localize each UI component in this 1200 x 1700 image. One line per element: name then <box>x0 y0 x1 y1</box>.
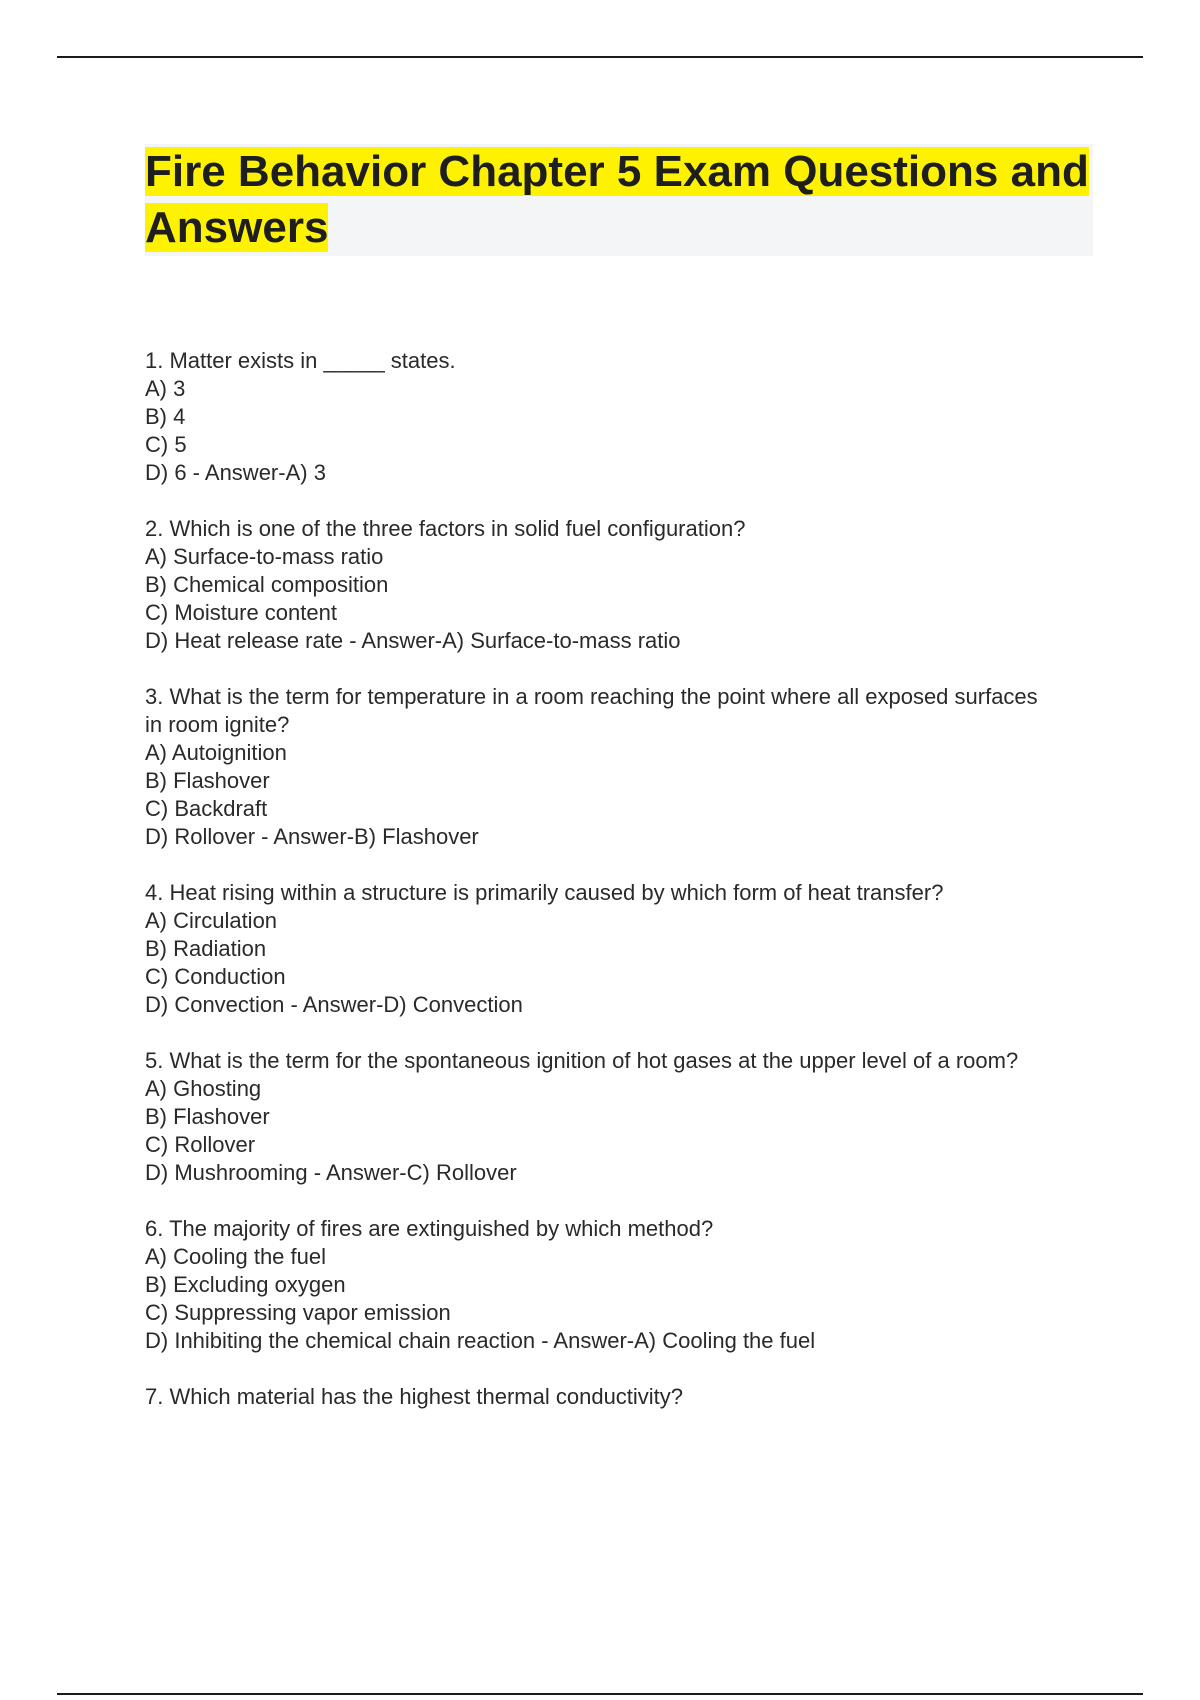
question-2 <box>145 515 1045 655</box>
option-with-answer: D) Heat release rate - Answer-A) Surface-to-mass ratio <box>145 628 681 653</box>
option-with-answer: D) Convection - Answer-D) Convection <box>145 992 523 1017</box>
option: A) Circulation <box>145 908 278 933</box>
option: B) Radiation <box>145 936 267 961</box>
option-with-answer: D) Rollover - Answer-B) Flashover <box>145 824 479 849</box>
page-title <box>145 144 1093 256</box>
option: A) Ghosting <box>145 1076 262 1101</box>
option-with-answer: D) Mushrooming - Answer-C) Rollover <box>145 1160 517 1185</box>
option: A) Cooling the fuel <box>145 1244 326 1269</box>
option: A) 3 <box>145 376 186 401</box>
option: C) Rollover <box>145 1132 256 1157</box>
question-text: 5. What is the term for the spontaneous ignition of hot gases at the upper level of a room? <box>145 1048 1019 1073</box>
option: B) 4 <box>145 404 186 429</box>
question-text: 3. What is the term for temperature in a room reaching the point where all exposed surfaces in room ignite? <box>145 684 1038 737</box>
option: B) Flashover <box>145 768 270 793</box>
question-list <box>145 347 1045 1439</box>
bottom-rule <box>57 1693 1143 1695</box>
option: C) Conduction <box>145 964 286 989</box>
question-text: 4. Heat rising within a structure is primarily caused by which form of heat transfer? <box>145 880 944 905</box>
option-with-answer: D) Inhibiting the chemical chain reaction - Answer-A) Cooling the fuel <box>145 1328 816 1353</box>
question-3 <box>145 683 1045 851</box>
option: A) Autoignition <box>145 740 287 765</box>
option: C) Backdraft <box>145 796 268 821</box>
option: C) 5 <box>145 432 187 457</box>
option: B) Flashover <box>145 1104 270 1129</box>
question-6 <box>145 1215 1045 1355</box>
option: B) Excluding oxygen <box>145 1272 346 1297</box>
option: B) Chemical composition <box>145 572 389 597</box>
question-text: 2. Which is one of the three factors in solid fuel configuration? <box>145 516 746 541</box>
title-block <box>145 144 1093 256</box>
question-5 <box>145 1047 1045 1187</box>
top-rule <box>57 56 1143 58</box>
question-1 <box>145 347 1045 487</box>
question-text: 6. The majority of fires are extinguished by which method? <box>145 1216 714 1241</box>
option-with-answer: D) 6 - Answer-A) 3 <box>145 460 326 485</box>
question-4 <box>145 879 1045 1019</box>
option: C) Suppressing vapor emission <box>145 1300 451 1325</box>
question-text: 1. Matter exists in _____ states. <box>145 348 456 373</box>
question-text: 7. Which material has the highest thermal conductivity? <box>145 1384 684 1409</box>
option: C) Moisture content <box>145 600 337 625</box>
option: A) Surface-to-mass ratio <box>145 544 384 569</box>
page-title-text: Fire Behavior Chapter 5 Exam Questions and Answers <box>145 147 1089 252</box>
question-7 <box>145 1383 1045 1411</box>
